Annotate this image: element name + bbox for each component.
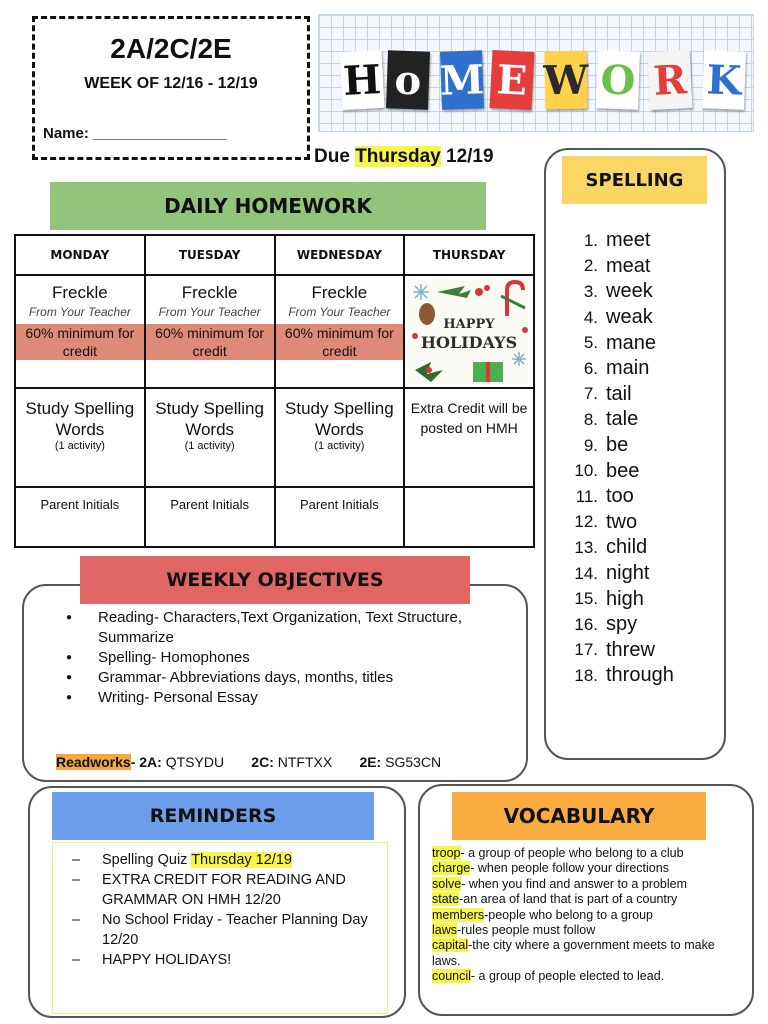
spelling-word-text: be [606,434,629,457]
spelling-number: 16. [574,614,598,634]
day-header-monday: MONDAY [15,235,145,275]
objective-item: ● Spelling- Homophones [66,648,506,668]
parent-initials-cell [145,487,275,547]
extra-credit-cell [404,388,534,487]
study-spelling-words: Study Spelling Words [285,398,394,439]
class-2c-label: 2C: [251,754,274,770]
readworks-codes: Readworks- 2A: QTSYDU 2C: NTFTXX 2E: SG53CN [56,754,442,770]
freckle-minimum: 60% minimum for credit [276,324,404,360]
class-2e-label: 2E: [359,754,382,770]
spelling-title: SPELLING [562,156,707,204]
class-2a-label: 2A: [139,754,162,770]
class-2c-code: NTFTXX [273,754,333,770]
class-2a-code: QTSYDU [161,754,225,770]
spelling-word-text: tale [606,408,639,431]
daily-homework-table [14,234,535,548]
day-header-wednesday: WEDNESDAY [275,235,405,275]
spelling-word-text: weak [606,306,653,329]
spelling-number: 8. [583,409,598,429]
week-of: WEEK OF 12/16 - 12/19 [84,75,258,92]
spelling-word [552,561,722,587]
spelling-word [552,612,722,638]
spelling-word [552,407,722,433]
vocabulary-definition: - a group of people who belong to a club [460,846,684,860]
objectives-list [66,608,506,708]
snowflake-icon [512,352,526,366]
vocabulary-item [432,892,742,907]
spelling-number: 13. [574,537,598,557]
vocabulary-definition: - when you find and answer to a problem [461,876,688,891]
homework-letter-tile: K [702,50,746,109]
spelling-word [552,382,722,408]
spelling-word [552,433,722,459]
spelling-word-text: tail [606,382,632,405]
spelling-word-text: through [606,664,674,687]
homework-letter-tile: M [440,50,484,109]
vocabulary-term: troop [432,846,461,860]
name-line: Name: ________________ [43,125,227,142]
freckle-from: From Your Teacher [288,305,391,320]
vocabulary-term: charge [432,861,471,876]
spelling-number: 10. [574,461,598,481]
holiday-line-2: HOLIDAYS [420,333,518,353]
vocabulary-definition: -the city where a government meets to make laws. [432,938,715,968]
spelling-number: 1. [583,230,598,250]
homework-letter-tile: W [544,51,587,110]
freckle-title: Freckle [311,283,368,303]
pinecone-icon [419,303,435,325]
activity-count: (1 activity) [184,439,235,452]
spelling-word-text: main [606,357,650,380]
reminder-item: – EXTRA CREDIT FOR READING AND GRAMMAR ON HMH 12/20 [72,870,382,910]
happy-holidays-image [407,278,531,384]
parent-initials-label: Parent Initials [299,496,379,512]
spelling-word [552,458,722,484]
spelling-word-text: meet [606,229,651,252]
spelling-word-text: spy [606,613,638,636]
freckle-title: Freckle [181,283,238,303]
holiday-line-1: HAPPY [443,317,495,333]
study-cell [15,388,145,487]
spelling-number: 6. [583,358,598,378]
homework-letter-tile: E [490,50,535,110]
snowflake-icon [413,284,429,300]
holiday-cell [404,275,534,388]
freckle-cell [15,275,145,388]
freckle-minimum: 60% minimum for credit [16,324,144,360]
vocabulary-item [432,846,742,861]
vocabulary-list [432,846,742,985]
vocabulary-term: members [432,907,485,922]
freckle-from: From Your Teacher [158,305,261,320]
vocabulary-term: state [432,892,460,907]
spelling-word-text: night [606,562,650,585]
spelling-word-text: two [606,510,638,533]
class-codes: 2A/2C/2E [110,33,232,64]
spelling-number: 15. [574,589,598,609]
spelling-word-text: week [606,280,653,303]
class-header-box [32,16,310,160]
homework-letter-tile: o [386,50,430,109]
spelling-word [552,305,722,331]
spelling-word [552,279,722,305]
spelling-word [552,586,722,612]
study-spelling-words: Study Spelling Words [25,398,135,439]
extra-credit-note: Extra Credit will be posted on HMH [410,399,528,436]
vocabulary-item [432,969,742,984]
spelling-word [552,356,722,382]
parent-initials-cell [275,487,405,547]
vocabulary-term: capital [432,938,469,953]
spelling-word-text: high [606,587,644,610]
daily-homework-title: DAILY HOMEWORK [50,182,486,230]
freckle-cell [275,275,405,388]
quiz-date: Thursday 12/19 [191,852,292,868]
day-header-thursday: THURSDAY [404,235,534,275]
reminder-item: – HAPPY HOLIDAYS! [72,950,382,970]
freckle-title: Freckle [52,283,108,303]
readworks-label: Readworks [56,754,131,770]
vocabulary-definition: -rules people must follow [457,923,596,938]
parent-initials-cell [15,487,145,547]
vocabulary-item [432,923,742,938]
reminders-list [72,850,382,970]
spelling-number: 17. [574,640,598,660]
spelling-number: 5. [583,333,598,353]
reminder-item: – No School Friday - Teacher Planning Day 12/20 [72,910,382,950]
study-spelling-words: Study Spelling Words [155,398,264,439]
objectives-title: WEEKLY OBJECTIVES [80,556,470,604]
spelling-word-text: threw [606,638,655,661]
spelling-number: 14. [574,563,598,583]
study-cell [275,388,405,487]
due-day: Thursday [355,146,441,167]
homework-letter-tile: R [648,50,693,110]
vocabulary-definition: - a group of people elected to lead. [470,969,665,984]
due-date: Due Thursday 12/19 [314,146,494,167]
spelling-number: 3. [583,281,598,301]
spelling-word-text: meat [606,254,651,277]
spelling-word-text: too [606,485,634,508]
spelling-word-text: bee [606,459,640,482]
spelling-number: 12. [574,512,598,532]
spelling-word [552,254,722,280]
spelling-word [552,330,722,356]
vocabulary-definition: - when people follow your directions [470,861,669,876]
class-2e-code: SG53CN [381,754,442,770]
spelling-word [552,228,722,254]
spelling-word-text: child [606,536,648,559]
parent-initials-label: Parent Initials [170,496,249,512]
homework-letter-tile: H [340,50,385,110]
spelling-number: 4. [583,307,598,327]
vocabulary-term: laws [432,923,458,938]
objective-item: ● Writing- Personal Essay [66,688,506,708]
day-header-tuesday: TUESDAY [145,235,275,275]
vocabulary-term: council [432,969,471,984]
empty-cell [404,487,534,547]
homework-banner [318,14,754,132]
vocabulary-title: VOCABULARY [452,792,706,840]
spelling-number: 11. [575,486,598,506]
vocabulary-term: solve [432,876,462,891]
freckle-from: From Your Teacher [28,305,131,320]
objective-item: ● Reading- Characters,Text Organization, Text Structure, Summarize [66,608,506,648]
spelling-number: 7. [583,384,598,404]
spelling-word-list [552,228,722,689]
vocabulary-definition: -an area of land that is part of a country [459,892,678,907]
spelling-word-text: mane [606,331,657,354]
vocabulary-item [432,877,742,892]
reminders-title: REMINDERS [52,792,374,840]
activity-count: (1 activity) [54,439,105,452]
parent-initials-label: Parent Initials [40,496,120,512]
spelling-word [552,535,722,561]
freckle-minimum: 60% minimum for credit [146,324,274,360]
vocabulary-item [432,938,742,969]
freckle-cell [145,275,275,388]
study-cell [145,388,275,487]
spelling-word [552,484,722,510]
activity-count: (1 activity) [314,439,365,452]
vocabulary-definition: -people who belong to a group [484,907,653,922]
spelling-word [552,638,722,664]
vocabulary-item [432,861,742,876]
spelling-word [552,510,722,536]
spelling-number: 18. [574,665,598,685]
homework-letter-tile: O [596,50,640,109]
spelling-number: 9. [583,435,598,455]
spelling-number: 2. [583,256,598,276]
vocabulary-item [432,908,742,923]
reminder-item: – Spelling Quiz Thursday 12/19 [72,850,382,870]
objective-item: ● Grammar- Abbreviations days, months, titles [66,668,506,688]
spelling-word [552,663,722,689]
